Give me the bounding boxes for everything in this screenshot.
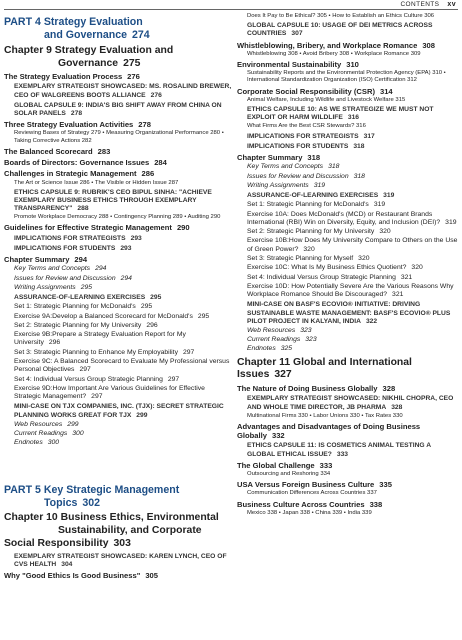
toc-entry-title: Key Terms and Concepts [14,265,91,273]
toc-entry-title: MINI-CASE ON TJX COMPANIES, INC. (TJX): SECRET STRATEGIC PLANNING WORKS GREAT FOR TJX [14,403,224,419]
toc-end-matter [237,173,459,181]
toc-section [237,500,459,509]
toc-entry-title: Challenges in Strategic Management [4,169,137,179]
toc-page-number: 294 [74,255,88,265]
toc-section [237,60,459,69]
running-header [400,1,456,8]
toc-section [237,384,459,393]
toc-entry-title: Why "Good Ethics Is Good Business" [4,570,141,580]
toc-page-number: 307 [291,30,303,38]
toc-subtopics [237,471,459,478]
toc-entry-title: Chapter 9 Strategy Evaluation and [4,44,174,56]
toc-exercise [4,376,232,384]
toc-page-number: 333 [336,450,349,458]
toc-entry-title: Set 2: Strategic Planning for My University [247,228,375,236]
toc-page-number: 338 [369,499,383,509]
toc-entry-title: Set 4: Individual Versus Group Strategic Planning [14,375,163,383]
toc-entry-title: GLOBAL CAPSULE 10: USAGE OF DEI METRICS ACROSS COUNTRIES [247,22,433,38]
toc-subtopics [237,70,459,84]
toc-entry-title: Chapter 10 Business Ethics, Environmental [4,512,219,524]
toc-end-matter [4,421,232,429]
toc-entry-title: IMPLICATIONS FOR STRATEGISTS [247,132,359,140]
toc-feature-heading [237,301,459,326]
toc-page-number: 328 [382,384,396,394]
toc-entry-title: IMPLICATIONS FOR STUDENTS [247,142,349,150]
toc-part-heading [4,16,232,42]
toc-entry-title: PART 4 Strategy Evaluation [4,16,143,28]
toc-entry-title: Endnotes [14,439,43,447]
toc-page-number: 299 [136,411,148,419]
toc-feature-heading [4,294,232,302]
toc-page-number: 317 [363,132,375,140]
toc-page-number: 310 [346,60,359,69]
toc-entry-title: Outsourcing and Reshoring 334 [247,470,331,477]
toc-page-number: 323 [300,326,312,334]
toc-exercise [4,358,232,375]
toc-section [4,72,232,81]
toc-feature-heading [4,83,232,99]
toc-page-number: 276 [150,91,162,99]
toc-section [237,87,459,96]
toc-entry-title: Set 3: Strategic Planning for Myself [247,254,354,262]
toc-page-number: 319 [313,181,326,189]
toc-entry-title: Exercise 10B:How Does My University Compare to Others on the Use of Green Power? [247,237,458,253]
toc-entry-title: Whistleblowing, Bribery, and Workplace Romance [237,40,418,50]
toc-page-number: 296 [146,321,158,329]
toc-page-number: 294 [120,274,132,282]
toc-entry-title-cont: Governance [58,57,119,69]
toc-page-number: 320 [303,245,315,253]
toc-entry-title: Exercise 9D:How Important Are Various Guidelines for Effective Strategic Management? [14,384,205,401]
toc-subtopics [237,97,459,104]
toc-entry-title: EXEMPLARY STRATEGIST SHOWCASED: MS. ROSALIND BREWER, CEO OF WALGREENS BOOTS ALLIANCE [14,83,232,99]
toc-entry-title: Business Culture Across Countries [237,499,365,509]
toc-page-number: 288 [77,205,89,213]
toc-page-number: 300 [72,430,84,438]
toc-page-number: 328 [391,403,403,411]
toc-page-number: 320 [411,264,423,272]
toc-page-number: 332 [271,431,285,441]
toc-feature-heading [237,22,459,38]
toc-subtopics [237,13,459,20]
toc-page-number: 305 [145,570,158,580]
toc-entry-title: Issues for Review and Discussion [247,172,349,180]
toc-entry-title: Exercise 10C: What Is My Business Ethics Quotient? [247,264,407,272]
toc-entry-title: EXEMPLARY STRATEGIST SHOWCASED: KAREN LYNCH, CEO OF CVS HEALTH [14,552,227,568]
toc-entry-title: Corporate Social Responsibility (CSR) [237,86,375,96]
toc-subtopics [237,123,459,130]
toc-page-number: 316 [347,114,360,122]
toc-entry-title: Chapter 11 Global and International Issues [237,356,412,381]
toc-entry-title: Writing Assignments [14,283,76,291]
toc-entry-title: Set 4: Individual Versus Group Strategic Planning [247,273,396,281]
toc-entry-title: The Strategy Evaluation Process [4,72,123,82]
toc-page-number: 314 [379,86,393,96]
toc-page-number: 318 [353,172,365,180]
toc-page-number: 297 [79,366,91,374]
toc-column-left [4,12,232,580]
toc-end-matter [4,430,232,438]
toc-page-number: 295 [80,283,93,291]
toc-feature-heading [4,403,232,419]
toc-page-number: 319 [383,192,395,200]
toc-page-number: 295 [150,294,162,302]
page-number: xv [447,1,456,8]
toc-section [4,223,232,232]
toc-subtopics [4,130,232,144]
toc-subtopics [237,51,459,58]
toc-entry-title: Boards of Directors: Governance Issues [4,158,150,168]
toc-page-number: 299 [67,420,79,428]
toc-entry-title: Key Terms and Concepts [247,163,324,171]
toc-page-number: 290 [176,223,190,233]
toc-entry-title: Three Strategy Evaluation Activities [4,120,134,130]
toc-section [4,147,232,156]
toc-page-number: 304 [61,560,73,568]
toc-entry-title: Whistleblowing 308 • Avoid Bribery 308 • Workplace Romance 309 [247,50,421,57]
toc-exercise [4,349,232,357]
toc-page-number: 297 [182,348,195,356]
toc-page-number: 318 [307,153,321,162]
toc-exercise [237,237,459,254]
toc-entry-title: Chapter Summary [4,255,70,265]
toc-entry-title: MINI-CASE ON BASF'S ECOVIO® INITIATIVE: DRIVING SUSTAINABLE WASTE MANAGEMENT: BASF'S ECOVIO® PLUS PILOT PROJECT IN KALYANI, INDIA [247,301,451,325]
toc-entry-title: Reviewing Bases of Strategy 279 • Measuring Organizational Performance 280 • Taking Corrective Actions 282 [14,130,224,144]
toc-page-number: 321 [392,291,404,299]
toc-feature-heading [4,102,232,118]
toc-feature-heading [237,133,459,141]
toc-entry-title: ETHICS CAPSULE 9: RUBRIK'S CEO BIPUL SINHA: "ACHIEVE EXEMPLARY BUSINESS ETHICS THROUGH EXEMPLARY TRANSPARENCY" [14,188,212,213]
toc-page-number: 321 [400,273,413,281]
toc-page-number: 284 [154,158,167,168]
toc-page-number: 308 [422,40,435,50]
toc-page-number: 303 [113,537,131,549]
toc-part-heading [4,484,232,510]
toc-end-matter [237,336,459,344]
toc-entry-title: Animal Welfare, Including Wildlife and Livestock Welfare 315 [247,96,406,103]
toc-entry-title: Advantages and Disadvantages of Doing Business Globally [237,421,421,441]
toc-end-matter [237,327,459,335]
toc-page-number: 278 [70,109,83,117]
toc-entry-title: Guidelines for Effective Strategic Management [4,223,172,233]
toc-entry-title: Current Readings [247,336,301,344]
toc-section [4,255,232,264]
toc-page-number: 283 [97,146,111,156]
toc-entry-title: Issues for Review and Discussion [14,274,116,282]
toc-entry-title: The Balanced Scorecard [4,146,93,156]
toc-subtopics [237,413,459,420]
toc-chapter-heading [4,512,232,550]
toc-page-number: 333 [319,460,333,470]
toc-subtopics [237,510,459,517]
toc-entry-title: Writing Assignments [247,181,309,189]
toc-exercise [237,211,459,228]
toc-feature-heading [237,143,459,151]
toc-entry-title: GLOBAL CAPSULE 9: INDIA'S BIG SHIFT AWAY FROM CHINA ON SOLAR PANELS [14,101,222,117]
toc-entry-title: Sustainability Reports and the Environmental Protection Agency (EPA) 310 • International Standardization Organization (ISO) Certification 312 [247,70,446,84]
toc-exercise [237,264,459,272]
toc-page-number: 297 [91,393,103,401]
toc-entry-title: Promote Workplace Democracy 288 • Contingency Planning 289 • Auditing 290 [14,214,221,221]
toc-entry-title: The Global Challenge [237,460,315,470]
toc-page-number: 318 [353,142,365,150]
toc-page-number: 319 [445,218,457,226]
toc-entry-title: Exercise 9C: A Balanced Scorecard to Evaluate My Professional versus Personal Objectives [14,358,230,374]
toc-entry-title: Set 1: Strategic Planning for McDonald's [14,303,136,311]
header-label: CONTENTS [400,1,440,8]
toc-section [4,158,232,167]
toc-end-matter [4,284,232,292]
toc-subtopics [237,490,459,497]
toc-feature-heading [237,442,459,458]
toc-page-number: 320 [358,254,370,262]
toc-entry-title: Current Readings [14,430,68,438]
toc-entry-title: Endnotes [247,345,276,353]
toc-page-number: 335 [379,480,392,490]
toc-entry-title: Exercise 10D: How Potentially Severe Are the Various Reasons Why Workplace Romance Should Be Discouraged? [247,282,454,299]
toc-page-number: 276 [127,72,140,82]
toc-subtopics [4,180,232,187]
toc-page-number: 323 [305,336,317,344]
toc-feature-heading [4,235,232,243]
toc-entry-title: PART 5 Key Strategic Management [4,483,180,496]
toc-exercise [4,303,232,311]
toc-feature-heading [4,189,232,214]
toc-page-number: 293 [120,244,132,252]
toc-subtopics [4,214,232,221]
toc-section [237,422,459,441]
toc-entry-title: ASSURANCE-OF-LEARNING EXERCISES [14,294,146,302]
toc-page-number: 322 [365,317,378,325]
toc-column-right [237,12,459,517]
toc-exercise [237,201,459,209]
toc-entry-title-cont: and Governance [44,28,128,41]
toc-entry-title: IMPLICATIONS FOR STRATEGISTS [14,234,126,242]
toc-chapter-heading [4,45,232,70]
toc-feature-heading [237,395,459,411]
toc-entry-title: Web Resources [247,326,296,334]
toc-exercise [4,322,232,330]
toc-entry-title: Multinational Firms 330 • Labor Unions 330 • Tax Rates 330 [247,412,403,419]
toc-section [237,480,459,489]
toc-entry-title: ETHICS CAPSULE 11: IS COSMETICS ANIMAL TESTING A GLOBAL ETHICAL ISSUE? [247,442,431,458]
toc-end-matter [237,182,459,190]
toc-page-number: 318 [328,163,340,171]
toc-entry-title: Does It Pay to Be Ethical? 305 • How to Establish an Ethics Culture 306 [247,13,435,19]
toc-section [237,41,459,50]
header-rule [4,9,458,10]
toc-end-matter [4,439,232,447]
toc-entry-title: IMPLICATIONS FOR STUDENTS [14,244,116,252]
toc-page-number: 302 [82,496,101,509]
toc-page-number: 275 [123,57,141,69]
toc-page-number: 274 [132,28,150,41]
toc-end-matter [237,345,459,353]
toc-section [237,461,459,470]
toc-end-matter [237,163,459,171]
toc-entry-title: Chapter Summary [237,153,303,162]
toc-entry-title: Exercise 10A: Does McDonald's (MCD) or Restaurant Brands International (RBI) Win on Diversity, Equity, and Inclusion (DEI)? [247,210,441,226]
toc-section [4,571,232,580]
toc-entry-title: Communication Differences Across Countries 337 [247,490,377,497]
toc-page-number: 300 [47,439,60,447]
toc-entry-title: The Nature of Doing Business Globally [237,384,378,394]
toc-entry-title: Set 3: Strategic Planning to Enhance My Employability [14,348,178,356]
toc-end-matter [4,275,232,283]
toc-entry-title: Exercise 9A:Develop a Balanced Scorecard for McDonald's [14,312,193,320]
toc-page-number: 297 [167,375,180,383]
toc-chapter-heading [237,357,459,382]
toc-feature-heading [237,106,459,122]
toc-entry-title: What Firms Are the Best CSR Stewards? 316 [247,123,366,130]
toc-exercise [237,283,459,300]
toc-page-number: 320 [379,228,391,236]
toc-page-number: 294 [95,265,107,273]
toc-entry-title-cont: Topics [44,496,78,509]
toc-exercise [237,274,459,282]
toc-section [237,153,459,162]
toc-page-number: 325 [280,345,293,353]
toc-entry-title: ETHICS CAPSULE 10: AS WE STRATEGIZE WE MUST NOT EXPLOIT OR HARM WILDLIFE [247,106,434,122]
toc-entry-title: ASSURANCE-OF-LEARNING EXERCISES [247,192,379,200]
toc-exercise [4,331,232,348]
toc-section [4,120,232,129]
toc-entry-title: Exercise 9B:Prepare a Strategy Evaluation Report for My University [14,331,186,347]
toc-page-number: 278 [138,120,151,130]
toc-end-matter [4,265,232,273]
toc-exercise [4,313,232,321]
toc-feature-heading [4,553,232,569]
toc-exercise [4,385,232,402]
toc-page-number: 295 [197,312,210,320]
toc-section [4,169,232,178]
toc-exercise [237,228,459,236]
toc-entry-title: Environmental Sustainability [237,60,342,69]
toc-page-number: 296 [48,339,61,347]
toc-feature-heading [237,192,459,200]
toc-page-number: 295 [140,303,153,311]
toc-entry-title: Web Resources [14,420,63,428]
toc-entry-title-cont: Sustainability, and Corporate Social Responsibility [4,525,202,549]
toc-feature-heading [4,245,232,253]
toc-page-number: 293 [130,234,142,242]
toc-page-number: 319 [373,201,386,209]
toc-entry-title: Mexico 338 • Japan 338 • China 339 • India 339 [247,509,372,516]
toc-entry-title: EXEMPLARY STRATEGIST SHOWCASED: NIKHIL CHOPRA, CEO AND WHOLE TIME DIRECTOR, JB PHARMA [247,395,454,411]
toc-entry-title: USA Versus Foreign Business Culture [237,480,375,490]
toc-page-number: 327 [274,369,292,381]
toc-entry-title: Set 2: Strategic Planning for My University [14,321,142,329]
toc-entry-title: Set 1: Strategic Planning for McDonald's [247,201,369,209]
toc-exercise [237,255,459,263]
toc-entry-title: The Art or Science Issue 286 • The Visible or Hidden Issue 287 [14,179,179,186]
toc-page-number: 286 [141,169,155,179]
